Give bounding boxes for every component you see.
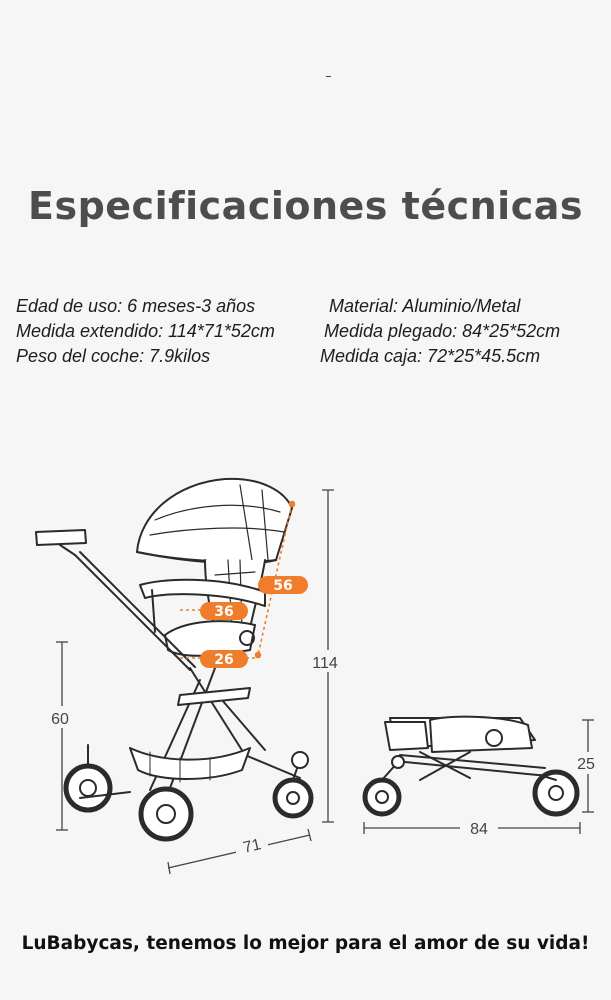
- stroller-dimension-illustration: [0, 470, 611, 890]
- dim-handle-height: 60: [51, 711, 69, 728]
- dim-depth: 71: [241, 836, 263, 857]
- spec-weight: Peso del coche: 7.9kilos: [16, 346, 211, 366]
- badge-seat-width-label: 36: [214, 604, 234, 620]
- spec-extended: Medida extendido: 114*71*52cm: [16, 321, 275, 341]
- badge-seat-height-label: 26: [214, 652, 234, 668]
- page-title: Especificaciones técnicas: [28, 184, 583, 228]
- footer-slogan: LuBabycas, tenemos lo mejor para el amor de su vida!: [21, 933, 590, 954]
- dim-height-total: 114: [312, 655, 338, 672]
- dim-folded-height: 25: [577, 756, 595, 773]
- dim-folded-length: 84: [470, 821, 488, 838]
- spec-box: Medida caja: 72*25*45.5cm: [320, 346, 541, 366]
- spec-age: Edad de uso: 6 meses-3 años: [16, 296, 256, 316]
- decorative-dash: [326, 76, 331, 77]
- badge-seat-back-label: 56: [273, 578, 293, 594]
- stroller-folded-drawing: [365, 717, 577, 814]
- spec-material: Material: Aluminio/Metal: [329, 296, 521, 316]
- stroller-expanded-drawing: [36, 479, 311, 839]
- spec-folded: Medida plegado: 84*25*52cm: [324, 321, 561, 341]
